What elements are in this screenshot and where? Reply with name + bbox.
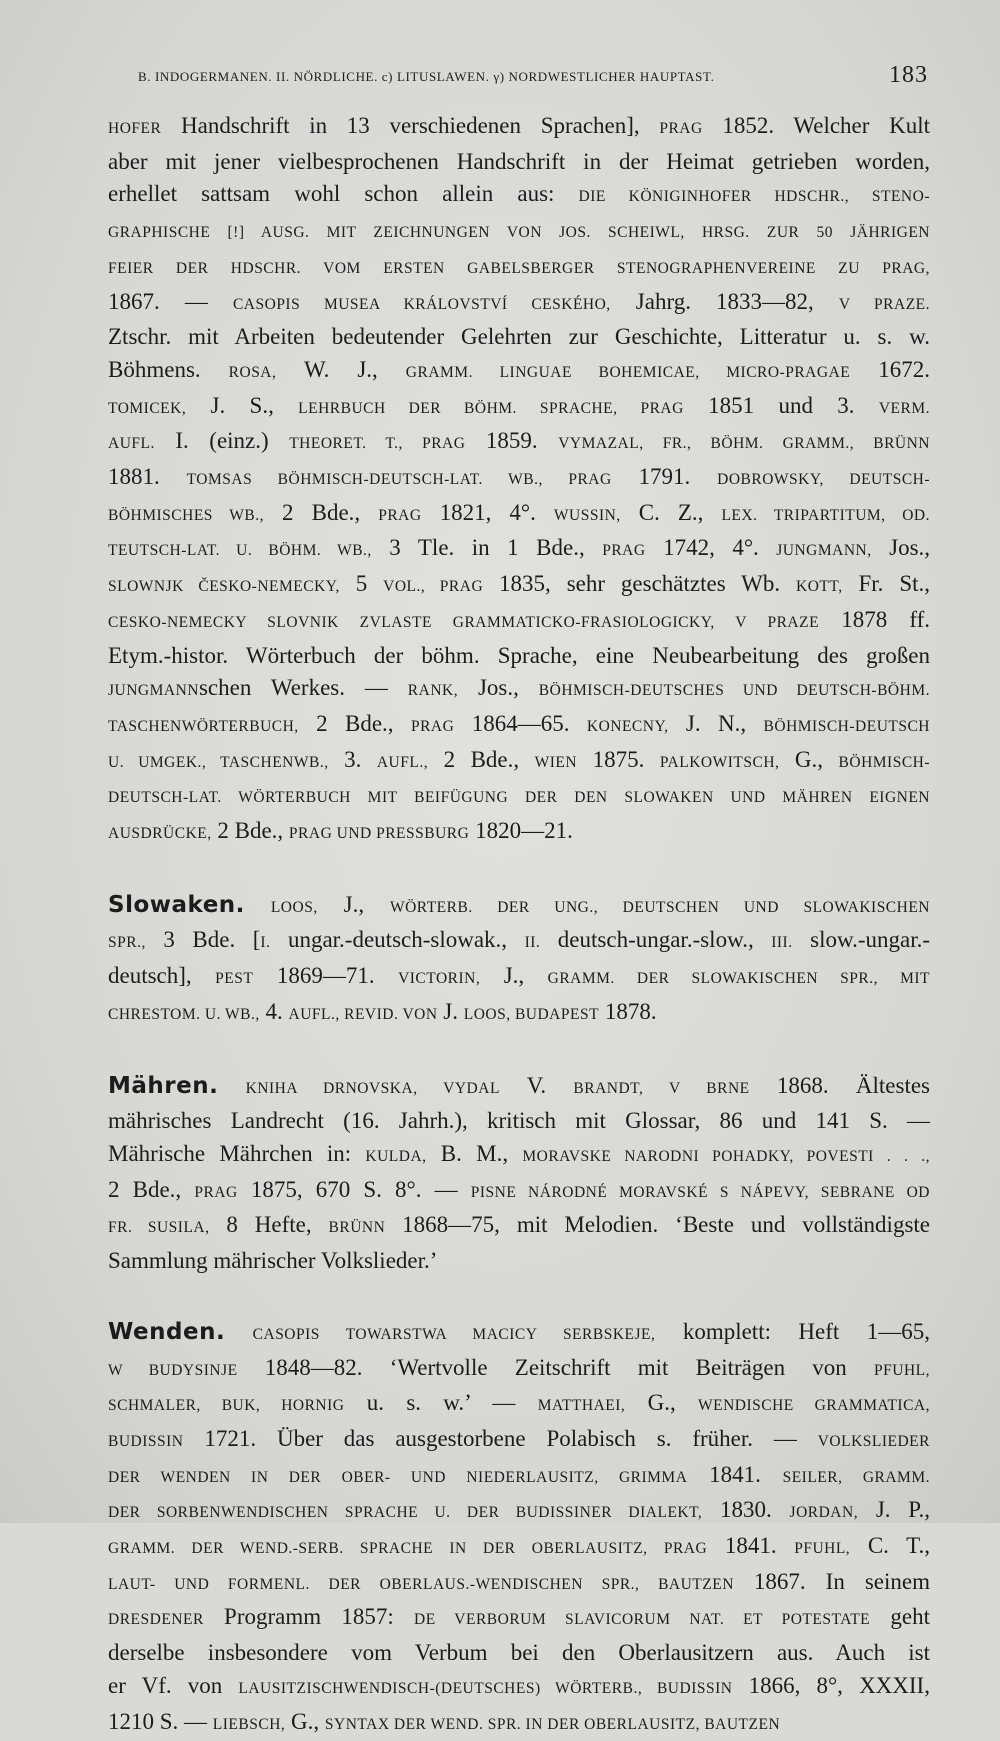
text-run: 1848—82. ‘Wertvolle Zeitschrift mit Beiträgen von [237,1354,875,1380]
text-line [108,604,930,640]
text-run: slow.-ungar.- [792,927,930,953]
small-caps-run: SCHMALER, BUK, HORNIG [108,1397,345,1415]
text-run: C. Z., [620,499,722,525]
text-line [108,354,930,390]
text-run: J. S., [186,392,299,418]
small-caps-run: TOMICEK, [108,399,187,417]
text-run: 1868—75, mit Melodien. ‘Beste und vollständigste [385,1212,930,1238]
small-caps-run: DEUTSCH-LAT. WÖRTERBUCH MIT BEIFÜGUNG DER DEN SLOWAKEN UND MÄHREN EIGNEN [108,789,930,807]
page-number: 183 [889,62,928,88]
text-run: 1867. In seinem [733,1568,930,1594]
text-run: J., [480,963,548,989]
small-caps-run: TOMSAS BÖHMISCH-DEUTSCH-LAT. WB., PRAG [186,471,612,489]
text-run: schen Werkes. — [198,675,408,701]
text-line [108,1138,930,1174]
text-run: 1721. Über das ausgestorbene Polabisch s. früher. — [183,1425,818,1451]
text-run: 1867. — [108,288,233,314]
paragraph-gap [108,851,930,889]
text-run: 1841. [687,1461,783,1487]
text-run: komplett: Heft 1—65, [655,1318,930,1344]
text-run: Handschrift in 13 verschiedenen Sprachen], [161,113,660,138]
small-caps-run: AUFL., REVID. VON [288,1005,438,1023]
text-run: 2 Bde., [428,746,535,772]
small-caps-run: SEILER, GRAMM. [782,1468,930,1486]
section-heading: Wenden. [108,1318,226,1345]
running-header [138,58,928,92]
text-run: 1835, sehr geschätztes Wb. [483,571,797,597]
text-line [108,1352,930,1388]
text-run: deutsch-ungar.-slow., [540,927,772,953]
small-caps-run: VICTORIN, [398,970,481,988]
small-caps-run: CESKO-NEMECKY SLOVNIK ZVLASTE GRAMMATICKO-FRASIOLOGICKY, V PRAZE [108,613,820,631]
small-caps-run: PRAG [659,120,703,137]
small-caps-run: GRAMM. DER WEND.-SERB. SPRACHE IN DER OBERLAUSITZ, PRAG [108,1540,708,1558]
small-caps-run: WUSSIN, [553,506,621,524]
small-caps-run: W BUDYSINJE [108,1361,238,1379]
paragraph [108,110,930,851]
small-caps-run: JORDAN, [789,1504,859,1522]
small-caps-run: ROSA, [228,363,277,381]
small-caps-run: PRAG [602,542,646,560]
text-run: Etym.-histor. Wörterbuch der böhm. Sprache, eine Neubearbeitung des großen [108,642,930,668]
small-caps-run: JUNGMANN [108,682,199,700]
text-run: Fr. St., [842,571,930,597]
small-caps-run: PISNE NÁRODNÉ MORAVSKÉ S NÁPEVY, SEBRANE OD [470,1183,930,1201]
small-caps-run: GRAMM. DER SLOWAKISCHEN SPR., MIT [547,970,931,988]
small-caps-run: BÖHMISCH-DEUTSCHES UND DEUTSCH-BÖHM. [538,682,930,700]
page-body [108,110,930,1741]
small-caps-run: FEIER DER HDSCHR. VOM ERSTEN GABELSBERGER STENOGRAPHENVEREINE ZU PRAG, [108,259,930,277]
text-run: J. [437,998,464,1024]
text-line [108,815,930,851]
small-caps-run: CASOPIS MUSEA KRÁLOVSTVÍ CESKÉHO, [232,295,611,313]
small-caps-run: KONECNY, [586,717,669,735]
small-caps-run: THEORET. T., PRAG [289,435,466,453]
small-caps-run: HOFER [108,120,162,137]
text-line [108,1209,930,1245]
small-caps-run: FR. SUSILA, [108,1219,210,1237]
small-caps-run: BÖHMISCHES WB., [108,506,265,524]
text-line [108,1566,930,1602]
text-line [108,1174,930,1210]
text-line [108,672,930,708]
text-line [108,250,930,286]
text-line [108,568,930,604]
small-caps-run: CHRESTOM. U. WB., [108,1005,260,1023]
small-caps-run: TEUTSCH-LAT. U. BÖHM. WB., [108,542,372,560]
text-run [245,892,271,917]
text-run: G., [625,1390,698,1416]
small-caps-run: V PRAZE. [838,295,931,313]
paragraph [108,889,930,1032]
text-run: J. N., [668,710,764,736]
text-line [108,640,930,673]
text-line [108,1601,930,1637]
text-line [108,1316,930,1352]
text-line [108,1637,930,1670]
text-line [108,461,930,497]
small-caps-run: SLOWNJK ČESKO-NEMECKY, [108,578,340,596]
text-line [108,779,930,815]
text-line [108,1070,930,1106]
text-line [108,1459,930,1495]
text-run: 1878 ff. [819,606,930,632]
text-line [108,1105,930,1138]
small-caps-run: KULDA, [365,1147,427,1165]
text-line [108,286,930,322]
small-caps-run: LOOS, [270,898,318,916]
text-line [108,1245,930,1278]
text-run: V. [499,1072,574,1098]
text-run: u. s. w.’ — [344,1390,538,1416]
small-caps-run: PRAG [410,717,455,735]
text-run: 1672. [850,356,930,382]
small-caps-run: VYMAZAL, FR., BÖHM. GRAMM., BRÜNN [558,435,930,453]
text-run: Jos., [458,675,539,701]
small-caps-run: AUFL. [108,435,155,453]
small-caps-run: LOOS, BUDAPEST [463,1005,600,1023]
text-line [108,1706,930,1741]
text-run: 1864—65. [454,710,587,736]
text-line [108,110,930,146]
text-run: B. M., [426,1140,523,1166]
paragraph-gap [108,1032,930,1070]
small-caps-run: PRAG UND PRESSBURG [288,825,470,843]
text-run: 3. [328,746,377,772]
small-caps-run: LEX. TRIPARTITUM, OD. [721,506,930,524]
text-run: 1875. [577,746,660,772]
text-run: 1791. [611,464,718,490]
text-run: G., [779,746,839,772]
text-run: 1866, 8°, XXXII, [732,1672,930,1698]
small-caps-run: VERM. [878,399,930,417]
text-line [108,1387,930,1423]
text-run: Programm 1857: [203,1604,415,1630]
small-caps-run: DIE KÖNIGINHOFER HDSCHR., STENO- [578,188,930,206]
text-run: 1820—21. [469,818,573,844]
text-run: Sammlung mährischer Volkslieder.’ [108,1248,438,1274]
text-run: aber mit jener vielbesprochenen Handschrift in der Heimat getrieben worden, [108,148,930,174]
small-caps-run: VOLKSLIEDER [817,1432,930,1450]
small-caps-run: GRAMM. LINGUAE BOHEMICAE, MICRO-PRAGAE [405,363,851,381]
text-run: 1868. Ältestes [749,1072,930,1098]
text-run: erhellet sattsam wohl schon allein aus: [108,181,579,207]
small-caps-run: JUNGMANN, [776,542,872,560]
text-run: 3 Bde. [ [145,927,261,953]
text-line [108,889,930,925]
small-caps-run: DER SORBENWENDISCHEN SPRACHE U. DER BUDISSINER DIALEKT, [108,1504,703,1522]
text-run: 1881. [108,464,187,490]
text-run: C. T., [850,1533,930,1559]
text-line [108,744,930,780]
small-caps-run: VOL., PRAG [383,578,484,596]
text-run: 1852. Welcher Kult [702,113,930,138]
small-caps-run: I. [260,934,271,952]
small-caps-run: U. UMGEK., TASCHENWB., [108,753,329,771]
small-caps-run: SPR., [108,934,146,952]
small-caps-run: WIEN [534,753,578,771]
text-run: J., [317,891,390,917]
paragraph-gap [108,1278,930,1316]
section-heading: Mähren. [108,1072,219,1099]
text-run: geht [870,1604,930,1630]
small-caps-run: DRESDENER [108,1611,204,1629]
section-heading: Slowaken. [108,891,245,918]
text-run: 1851 und 3. [683,392,879,418]
text-run: 1841. [707,1533,795,1559]
small-caps-run: DER WENDEN IN DER OBER- UND NIEDERLAUSITZ, GRIMMA [108,1468,688,1486]
text-run: I. (einz.) [154,428,290,454]
small-caps-run: BÖHMISCH- [838,753,931,771]
small-caps-run: BUDISSIN [108,1432,184,1450]
text-run: 1869—71. [253,963,399,989]
text-run: 1875, 670 S. 8°. — [237,1176,471,1202]
text-run: G., [285,1708,325,1734]
small-caps-run: PALKOWITSCH, [659,753,780,771]
small-caps-run: DE VERBORUM SLAVICORUM NAT. ET POTESTATE [414,1611,871,1629]
text-run: 3 Tle. in 1 Bde., [371,535,603,561]
text-line [108,708,930,744]
small-caps-run: AUSDRÜCKE, [108,825,212,843]
text-run: Jahrg. 1833—82, [610,288,839,314]
text-run: 1878. [599,998,657,1024]
text-run: 2 Bde., [211,818,289,844]
text-run: ungar.-deutsch-slowak., [270,927,525,953]
text-line [108,532,930,568]
small-caps-run: CASOPIS TOWARSTWA MACICY SERBSKEJE, [252,1325,656,1343]
text-run: Böhmens. [108,356,229,382]
text-run: 2 Bde., [264,499,379,525]
text-line [108,497,930,533]
text-run: J. P., [858,1497,930,1523]
text-run: Mährische Mährchen in: [108,1140,366,1166]
small-caps-run: WENDISCHE GRAMMATICA, [698,1397,930,1415]
text-line [108,924,930,960]
text-run: 2 Bde., [108,1176,195,1202]
text-run: 1821, 4°. [421,499,554,525]
text-line [108,390,930,426]
small-caps-run: PFUHL, [794,1540,851,1558]
text-line [108,146,930,179]
text-run: Jos., [871,535,931,561]
text-run: 2 Bde., [298,710,411,736]
text-line [108,960,930,996]
small-caps-run: PFUHL, [874,1361,930,1379]
text-run: 1742, 4°. [645,535,777,561]
small-caps-run: AUFL., [376,753,429,771]
text-run: 1210 S. — [108,1708,213,1734]
text-line [108,321,930,354]
paragraph [108,1316,930,1741]
text-line [108,1670,930,1706]
small-caps-run: MORAVSKE NARODNI POHADKY, POVESTI . . ., [522,1147,931,1165]
text-run: er Vf. von [108,1672,239,1698]
small-caps-run: III. [771,934,793,952]
small-caps-run: II. [524,934,541,952]
text-line [108,1423,930,1459]
text-run: mährisches Landrecht (16. Jahrh.), kritisch mit Glossar, 86 und 141 S. — [108,1108,930,1134]
small-caps-run: TASCHENWÖRTERBUCH, [108,717,299,735]
small-caps-run: WÖRTERB. DER UNG., DEUTSCHEN UND SLOWAKISCHEN [389,898,931,916]
text-line [108,178,930,214]
text-run: 1830. [702,1497,790,1523]
small-caps-run: BRANDT, V BRNE [573,1079,750,1097]
small-caps-run: BÖHMISCH-DEUTSCH [763,717,931,735]
small-caps-run: LEHRBUCH DER BÖHM. SPRACHE, PRAG [298,399,684,417]
text-line [108,1530,930,1566]
small-caps-run: GRAPHISCHE [!] AUSG. MIT ZEICHNUNGEN VON JOS. SCHEIWL, HRSG. ZUR 50 JÄHRIGEN [108,224,930,242]
text-line [108,1494,930,1530]
text-line [108,425,930,461]
running-head-text: B. INDOGERMANEN. II. NÖRDLICHE. c) LITUSLAWEN. γ) NORDWESTLICHER HAUPTAST. [138,69,715,84]
text-run: 8 Hefte, [209,1212,329,1238]
small-caps-run: KNIHA DRNOVSKA, VYDAL [245,1079,500,1097]
small-caps-run: MATTHAEI, [537,1397,626,1415]
text-run [218,1073,245,1098]
text-run: derselbe insbesondere vom Verbum bei den Oberlausitzern aus. Auch ist [108,1640,930,1666]
small-caps-run: PRAG [194,1183,238,1201]
small-caps-run: LAUSITZISCHWENDISCH-(DEUTSCHES) WÖRTERB., BUDISSIN [238,1679,733,1697]
small-caps-run: KOTT, [796,578,843,596]
small-caps-run: LIEBSCH, [212,1715,286,1733]
text-run: 4. [259,998,289,1024]
text-run: 1859. [465,428,559,454]
small-caps-run: DOBROWSKY, DEUTSCH- [717,471,931,489]
text-line [108,214,930,250]
text-run: deutsch], [108,963,216,989]
text-run: W. J., [276,356,406,382]
small-caps-run: PEST [215,970,254,988]
small-caps-run: PRAG [378,506,422,524]
text-line [108,996,930,1032]
paragraph [108,1070,930,1278]
text-run [225,1319,252,1344]
small-caps-run: SYNTAX DER WEND. SPR. IN DER OBERLAUSITZ, BAUTZEN [324,1715,781,1733]
text-run: Ztschr. mit Arbeiten bedeutender Gelehrten zur Geschichte, Litteratur u. s. w. [108,324,930,350]
text-run: 5 [339,571,384,597]
small-caps-run: LAUT- UND FORMENL. DER OBERLAUS.-WENDISCHEN SPR., BAUTZEN [108,1575,734,1593]
small-caps-run: RANK, [407,682,459,700]
small-caps-run: BRÜNN [328,1219,386,1237]
